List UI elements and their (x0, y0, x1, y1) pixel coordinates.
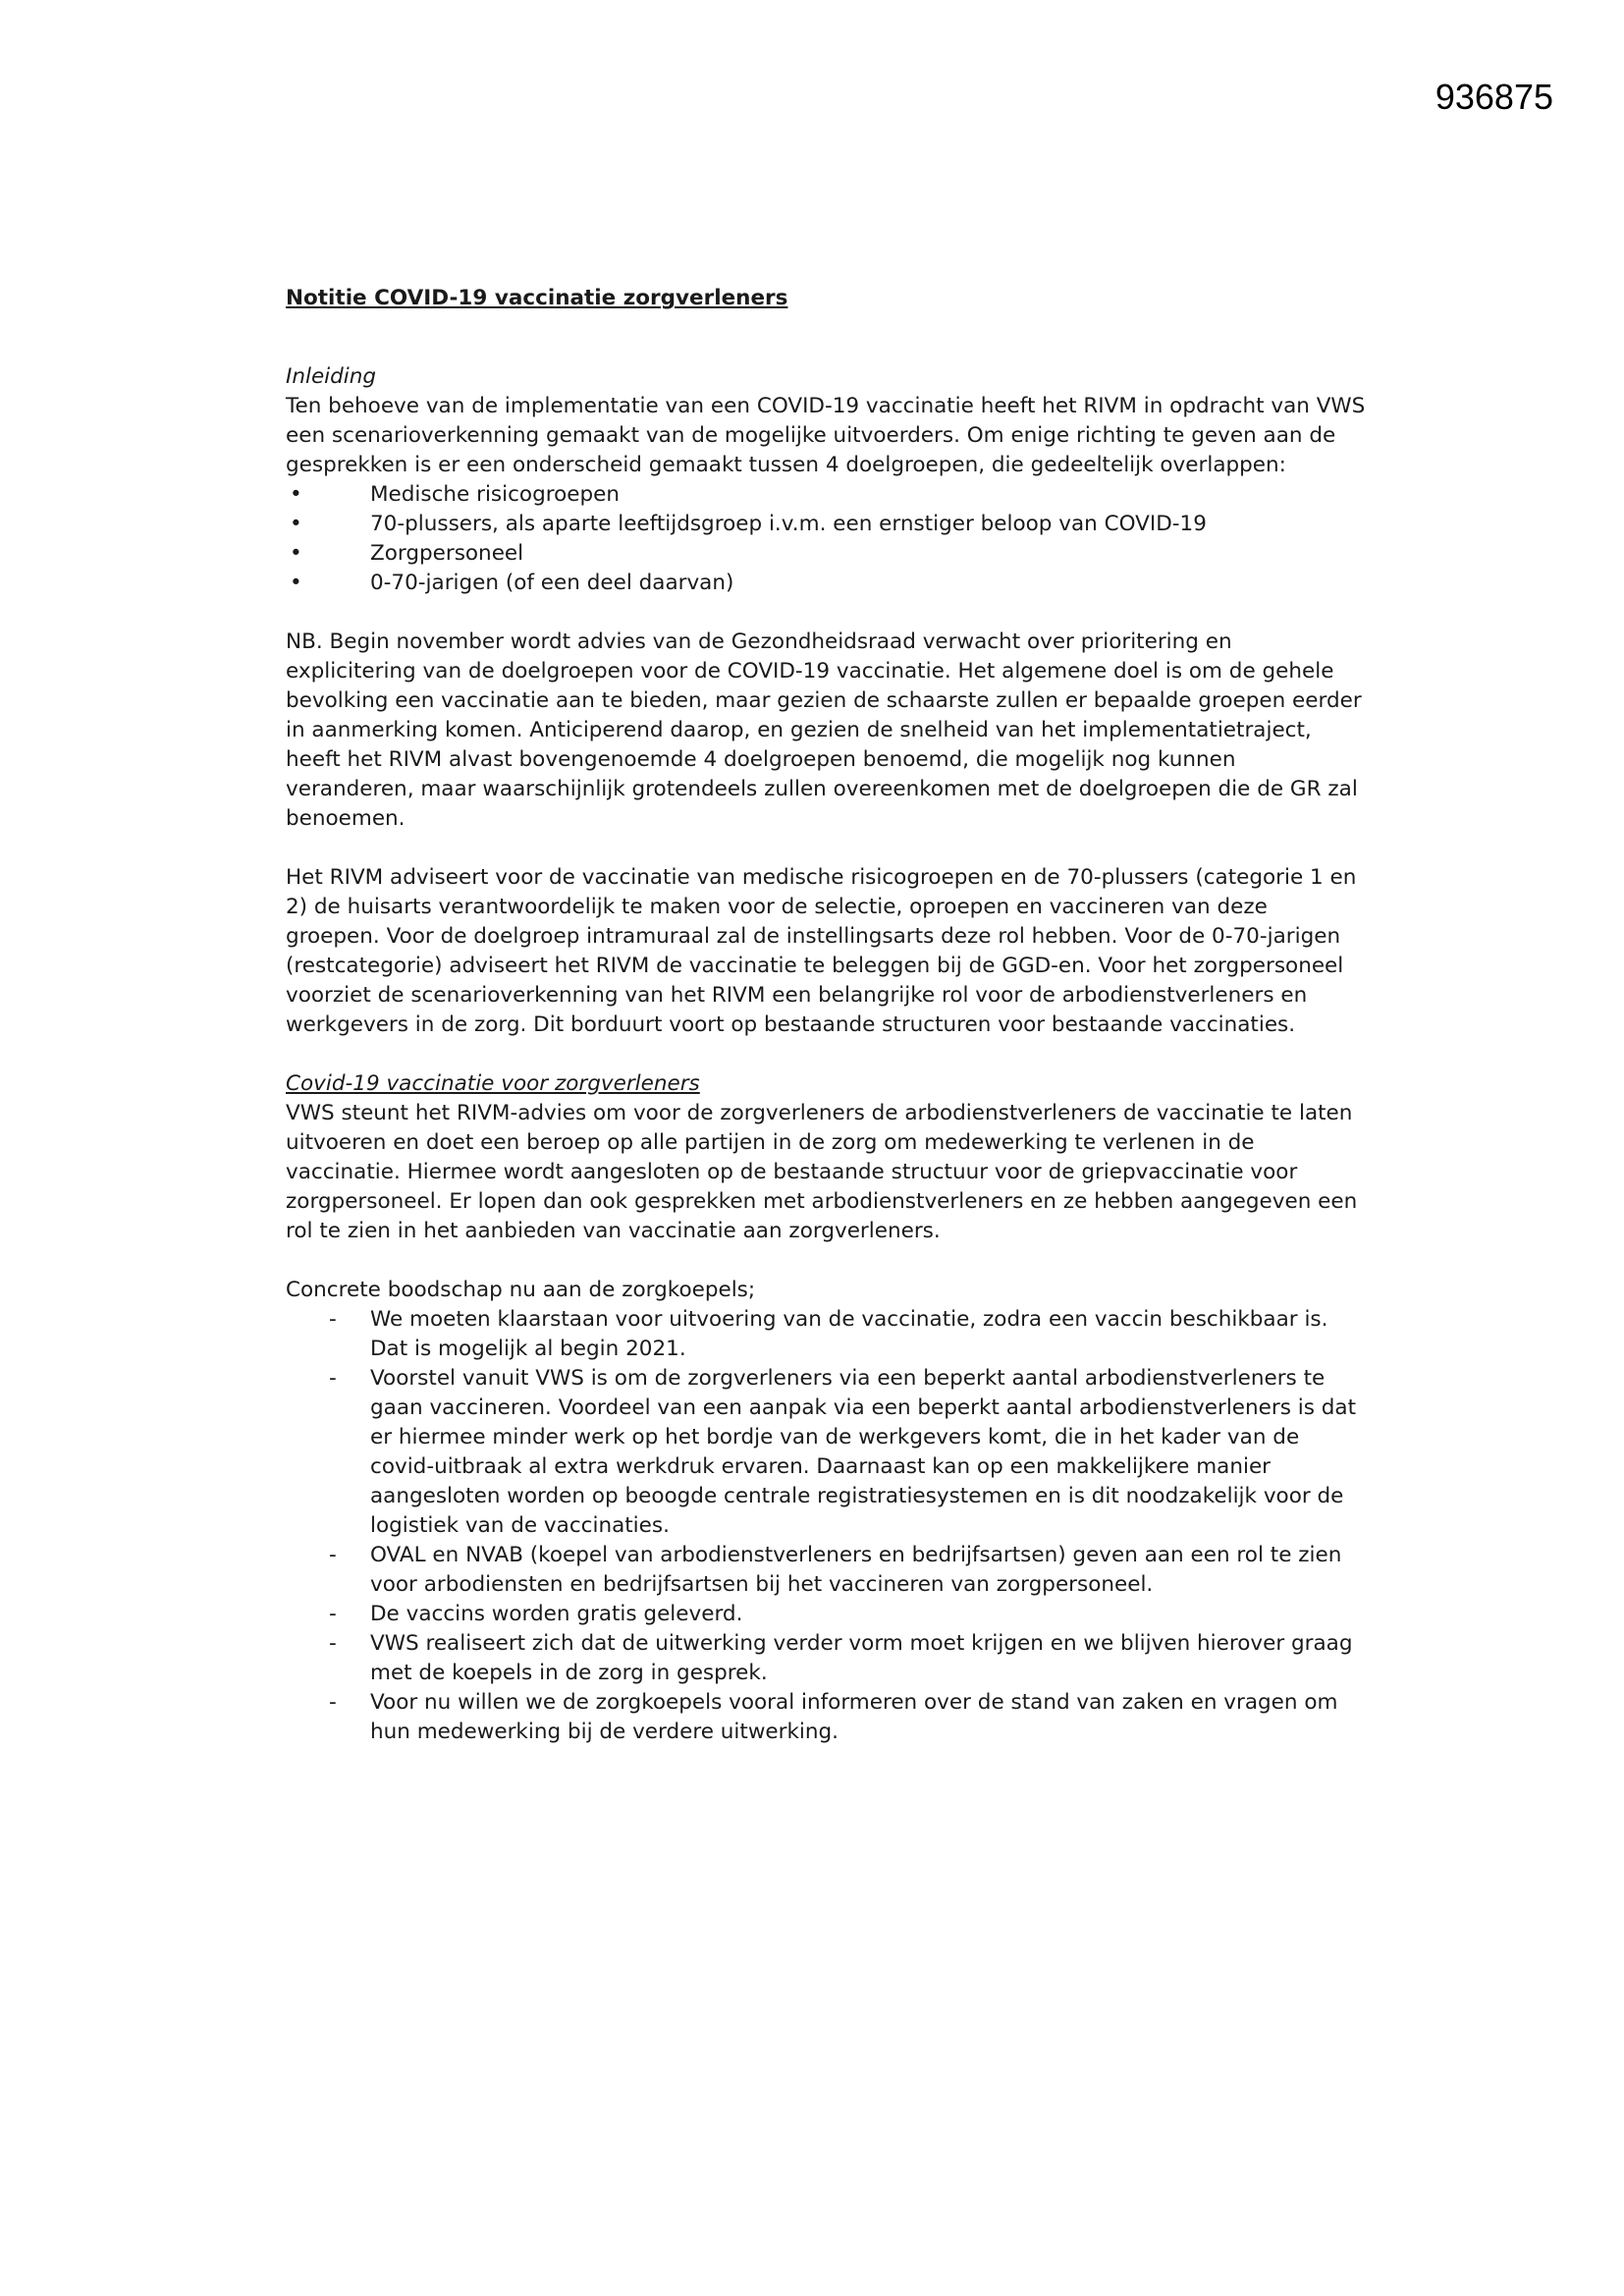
dash-marker: - (329, 1690, 337, 1715)
bullet-marker: • (290, 482, 302, 507)
dash-marker: - (329, 1366, 337, 1391)
bullet-marker: • (290, 541, 302, 566)
list-item: • Medische risicogroepen (286, 480, 1366, 510)
nb-paragraph: NB. Begin november wordt advies van de Gezondheidsraad verwacht over prioritering en explicitering van de doelgroepen voor de COVID-19 vaccinatie. Het algemene doel is om de gehele bevolking een vaccinatie aan te bieden, maar gezien de schaarste zullen er bepaalde groepen eerder in aanmerking komen. Anticiperend daarop, en gezien de snelheid van het implementatietraject, heeft het RIVM alvast bovengenoemde 4 doelgroepen benoemd, die mogelijk nog kunnen veranderen, maar waarschijnlijk grotendeels zullen overeenkomen met de doelgroepen die de GR zal benoemen. (286, 629, 1362, 831)
bullet-marker: • (290, 571, 302, 595)
vaccination-paragraph: VWS steunt het RIVM-advies om voor de zorgverleners de arbodienstverleners de vaccinatie te laten uitvoeren en doet een beroep op alle partijen in de zorg om medewerking te verlenen in de vaccinatie. Hiermee wordt aangesloten op de bestaande structuur voor de griepvaccinatie voor zorgpersoneel. Er lopen dan ook gesprekken met arbodienstverleners en ze hebben aangegeven een rol te zien in het aanbieden van vaccinatie aan zorgverleners. (286, 1101, 1358, 1243)
document-body (286, 284, 1366, 1747)
message-list (286, 1305, 1366, 1747)
list-item: - Voor nu willen we de zorgkoepels vooral informeren over de stand van zaken en vragen om hun medewerking bij de verdere uitwerking. (329, 1690, 1338, 1744)
list-item: - We moeten klaarstaan voor uitvoering van de vaccinatie, zodra een vaccin beschikbaar is. Dat is mogelijk al begin 2021. (329, 1307, 1328, 1361)
intro-paragraph: Ten behoeve van de implementatie van een COVID-19 vaccinatie heeft het RIVM in opdracht van VWS een scenarioverkenning gemaakt van de mogelijke uitvoerders. Om enige richting te geven aan de gesprekken is er een onderscheid gemaakt tussen 4 doelgroepen, die gedeeltelijk overlappen: (286, 394, 1366, 477)
list-item: - De vaccins worden gratis geleverd. (286, 1600, 1366, 1629)
list-item: • 0-70-jarigen (of een deel daarvan) (286, 569, 1366, 598)
dash-marker: - (329, 1307, 337, 1332)
rivm-paragraph: Het RIVM adviseert voor de vaccinatie van medische risicogroepen en de 70-plussers (categorie 1 en 2) de huisarts verantwoordelijk te maken voor de selectie, oproepen en vaccineren van deze groepen. Voor de doelgroep intramuraal zal de instellingsarts deze rol hebben. Voor de 0-70-jarigen (restcategorie) adviseert het RIVM de vaccinatie te beleggen bij de GGD-en. Voor het zorgpersoneel voorziet de scenarioverkenning van het RIVM een belangrijke rol voor de arbodienstverleners en werkgevers in de zorg. Dit borduurt voort op bestaande structuren voor bestaande vaccinaties. (286, 865, 1357, 1037)
list-item: • Zorgpersoneel (286, 539, 1366, 569)
section-heading: Covid-19 vaccinatie voor zorgverleners (286, 1071, 700, 1096)
list-item: - VWS realiseert zich dat de uitwerking verder vorm moet krijgen en we blijven hierover graag met de koepels in de zorg in gesprek. (329, 1631, 1353, 1685)
bullet-marker: • (290, 512, 302, 536)
dash-marker: - (329, 1631, 337, 1656)
list-item: - Voorstel vanuit VWS is om de zorgverleners via een beperkt aantal arbodienstverleners te gaan vaccineren. Voordeel van een aanpak via een beperkt aantal arbodienstverleners is dat er hiermee minder werk op het bordje van de werkgevers komt, die in het kader van de covid-uitbraak al extra werkdruk ervaren. Daarnaast kan op een makkelijkere manier aangesloten worden op beoogde centrale registratiesystemen en is dit noodzakelijk voor de logistiek van de vaccinaties. (329, 1366, 1357, 1538)
dash-marker: - (329, 1543, 337, 1567)
list-item: • 70-plussers, als aparte leeftijdsgroep i.v.m. een ernstiger beloop van COVID-19 (286, 510, 1366, 539)
message-intro: Concrete boodschap nu aan de zorgkoepels; (286, 1278, 756, 1302)
page-number: 936875 (1435, 77, 1553, 117)
dash-marker: - (329, 1602, 337, 1626)
list-item: - OVAL en NVAB (koepel van arbodienstverleners en bedrijfsartsen) geven aan een rol te zien voor arbodiensten en bedrijfsartsen bij het vaccineren van zorgpersoneel. (329, 1543, 1342, 1597)
document-title: Notitie COVID-19 vaccinatie zorgverleners (286, 286, 788, 310)
intro-heading: Inleiding (286, 364, 377, 389)
target-groups-list (286, 480, 1366, 598)
